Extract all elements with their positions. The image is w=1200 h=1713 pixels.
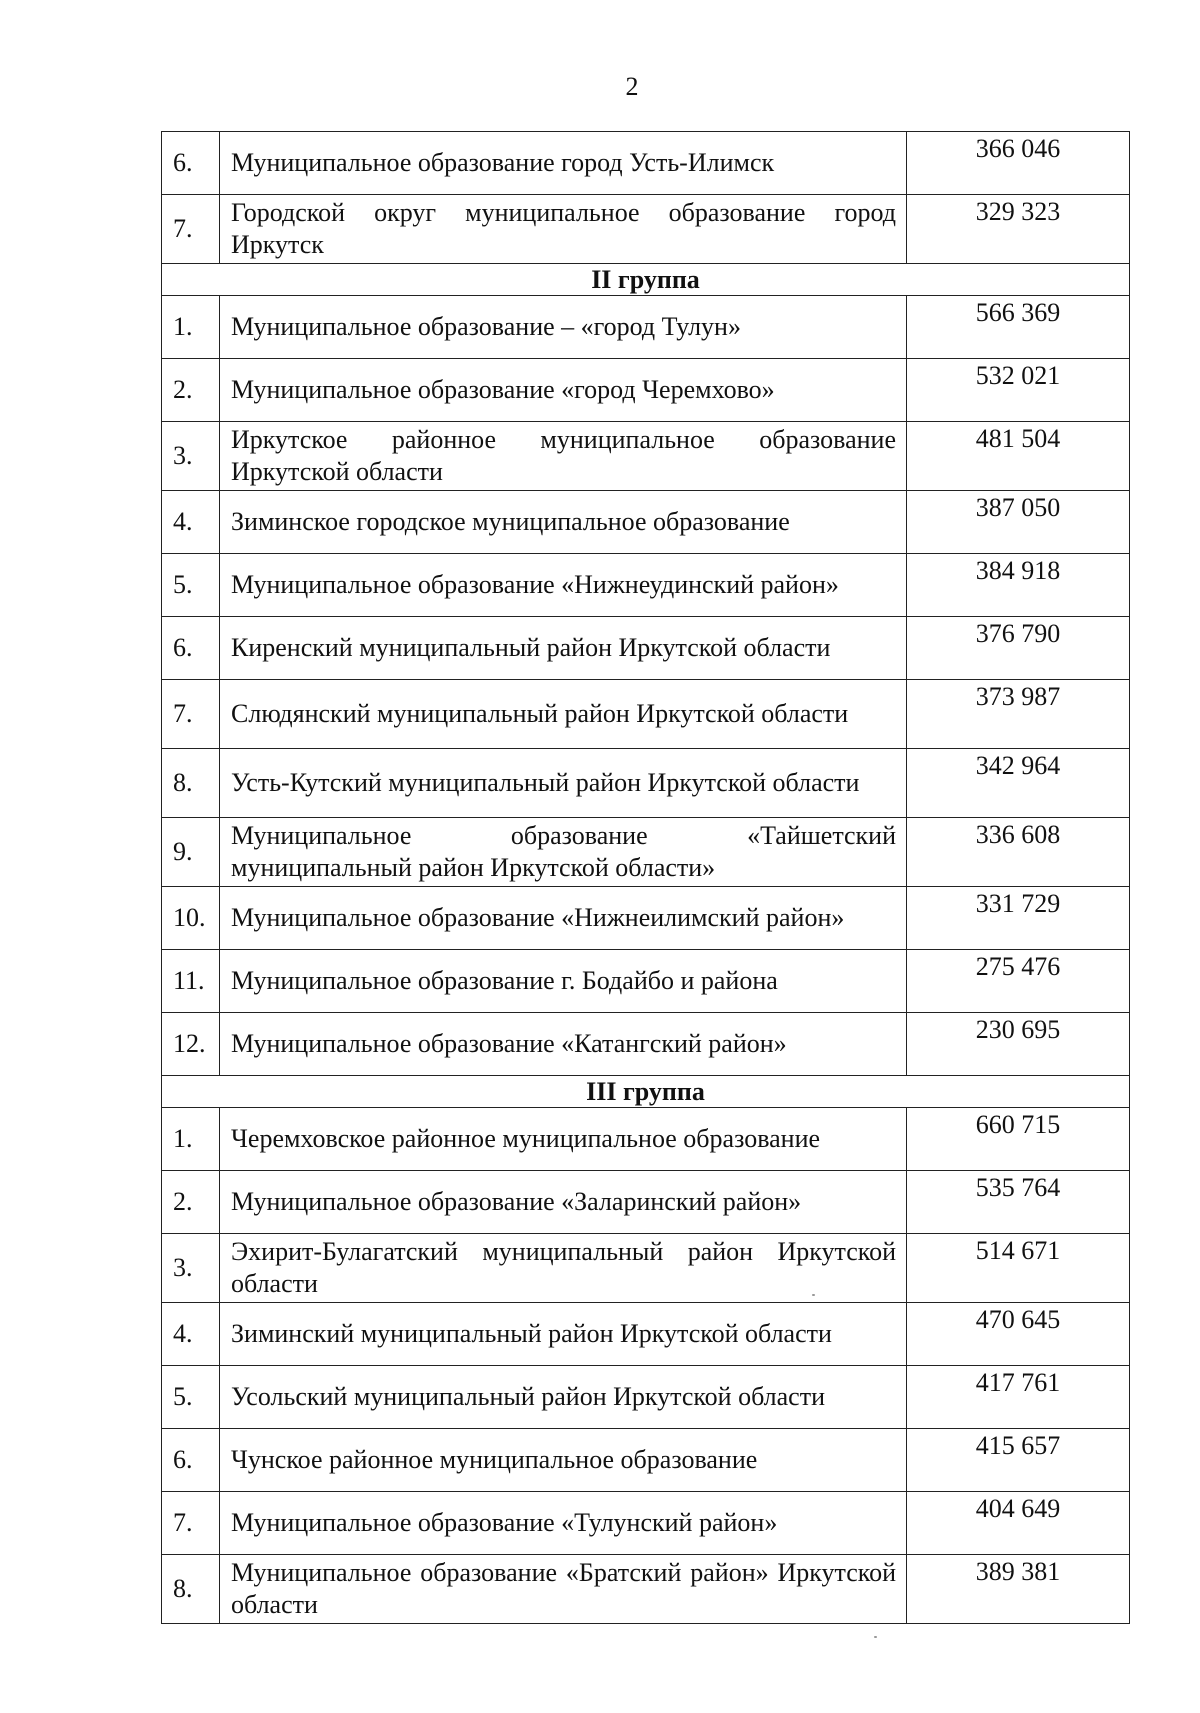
table-row [162, 1108, 1130, 1171]
amount-value: 389 381 [907, 1555, 1130, 1624]
scan-speck [874, 1636, 877, 1638]
amount-value: 387 050 [907, 491, 1130, 554]
table-row [162, 818, 1130, 887]
allocation-table [161, 131, 1130, 1624]
municipality-name: Муниципальное образование г. Бодайбо и района [220, 950, 907, 1013]
amount-value: 532 021 [907, 359, 1130, 422]
table-row [162, 1429, 1130, 1492]
row-number: 7. [162, 680, 220, 749]
table-row [162, 132, 1130, 195]
amount-value: 415 657 [907, 1429, 1130, 1492]
table-row [162, 491, 1130, 554]
municipality-name: Киренский муниципальный район Иркутской области [220, 617, 907, 680]
table-row [162, 359, 1130, 422]
row-number: 7. [162, 1492, 220, 1555]
row-number: 10. [162, 887, 220, 950]
municipality-name: Эхирит-Булагатский муниципальный район Иркутской области [220, 1234, 907, 1303]
amount-value: 331 729 [907, 887, 1130, 950]
row-number: 9. [162, 818, 220, 887]
amount-value: 470 645 [907, 1303, 1130, 1366]
table-row [162, 617, 1130, 680]
row-number: 6. [162, 132, 220, 195]
municipality-name: Муниципальное образование «Тулунский район» [220, 1492, 907, 1555]
row-number: 1. [162, 1108, 220, 1171]
amount-value: 417 761 [907, 1366, 1130, 1429]
amount-value: 373 987 [907, 680, 1130, 749]
municipality-name: Усольский муниципальный район Иркутской области [220, 1366, 907, 1429]
table-row [162, 1171, 1130, 1234]
group-header-row [162, 1076, 1130, 1108]
municipality-name: Слюдянский муниципальный район Иркутской области [220, 680, 907, 749]
table-row [162, 422, 1130, 491]
municipality-name: Муниципальное образование «Нижнеудинский район» [220, 554, 907, 617]
row-number: 8. [162, 1555, 220, 1624]
table-body [162, 132, 1130, 1624]
amount-value: 329 323 [907, 195, 1130, 264]
amount-value: 275 476 [907, 950, 1130, 1013]
row-number: 2. [162, 1171, 220, 1234]
row-number: 11. [162, 950, 220, 1013]
table-row [162, 1013, 1130, 1076]
row-number: 2. [162, 359, 220, 422]
municipality-name: Городской округ муниципальное образование город Иркутск [220, 195, 907, 264]
municipality-name: Зиминское городское муниципальное образование [220, 491, 907, 554]
municipality-name: Муниципальное образование «Тайшетский муниципальный район Иркутской области» [220, 818, 907, 887]
amount-value: 384 918 [907, 554, 1130, 617]
table-row [162, 554, 1130, 617]
municipality-name: Зиминский муниципальный район Иркутской области [220, 1303, 907, 1366]
municipality-name: Чунское районное муниципальное образование [220, 1429, 907, 1492]
amount-value: 481 504 [907, 422, 1130, 491]
table-row [162, 1303, 1130, 1366]
group-header-row [162, 264, 1130, 296]
amount-value: 336 608 [907, 818, 1130, 887]
municipality-name: Муниципальное образование город Усть-Илимск [220, 132, 907, 195]
table-row [162, 749, 1130, 818]
row-number: 6. [162, 1429, 220, 1492]
municipality-name: Муниципальное образование «Нижнеилимский район» [220, 887, 907, 950]
row-number: 5. [162, 554, 220, 617]
group-title: III группа [162, 1076, 1130, 1108]
row-number: 1. [162, 296, 220, 359]
municipality-name: Черемховское районное муниципальное образование [220, 1108, 907, 1171]
municipality-name: Иркутское районное муниципальное образование Иркутской области [220, 422, 907, 491]
municipality-name: Усть-Кутский муниципальный район Иркутской области [220, 749, 907, 818]
row-number: 6. [162, 617, 220, 680]
municipality-name: Муниципальное образование «Заларинский район» [220, 1171, 907, 1234]
amount-value: 376 790 [907, 617, 1130, 680]
municipality-name: Муниципальное образование «Братский район» Иркутской области [220, 1555, 907, 1624]
row-number: 3. [162, 422, 220, 491]
amount-value: 366 046 [907, 132, 1130, 195]
amount-value: 230 695 [907, 1013, 1130, 1076]
group-title: II группа [162, 264, 1130, 296]
table-row [162, 1366, 1130, 1429]
table-row [162, 680, 1130, 749]
amount-value: 514 671 [907, 1234, 1130, 1303]
amount-value: 342 964 [907, 749, 1130, 818]
amount-value: 660 715 [907, 1108, 1130, 1171]
municipality-name: Муниципальное образование «город Черемхово» [220, 359, 907, 422]
table-row [162, 950, 1130, 1013]
table-row [162, 296, 1130, 359]
municipality-name: Муниципальное образование – «город Тулун» [220, 296, 907, 359]
row-number: 7. [162, 195, 220, 264]
row-number: 8. [162, 749, 220, 818]
table-row [162, 195, 1130, 264]
row-number: 5. [162, 1366, 220, 1429]
table-row [162, 1492, 1130, 1555]
amount-value: 404 649 [907, 1492, 1130, 1555]
table-row [162, 887, 1130, 950]
row-number: 12. [162, 1013, 220, 1076]
table-row [162, 1234, 1130, 1303]
table-row [162, 1555, 1130, 1624]
scan-speck [812, 1294, 815, 1296]
row-number: 4. [162, 1303, 220, 1366]
amount-value: 535 764 [907, 1171, 1130, 1234]
municipality-name: Муниципальное образование «Катангский район» [220, 1013, 907, 1076]
amount-value: 566 369 [907, 296, 1130, 359]
row-number: 3. [162, 1234, 220, 1303]
page-number: 2 [625, 72, 639, 101]
row-number: 4. [162, 491, 220, 554]
